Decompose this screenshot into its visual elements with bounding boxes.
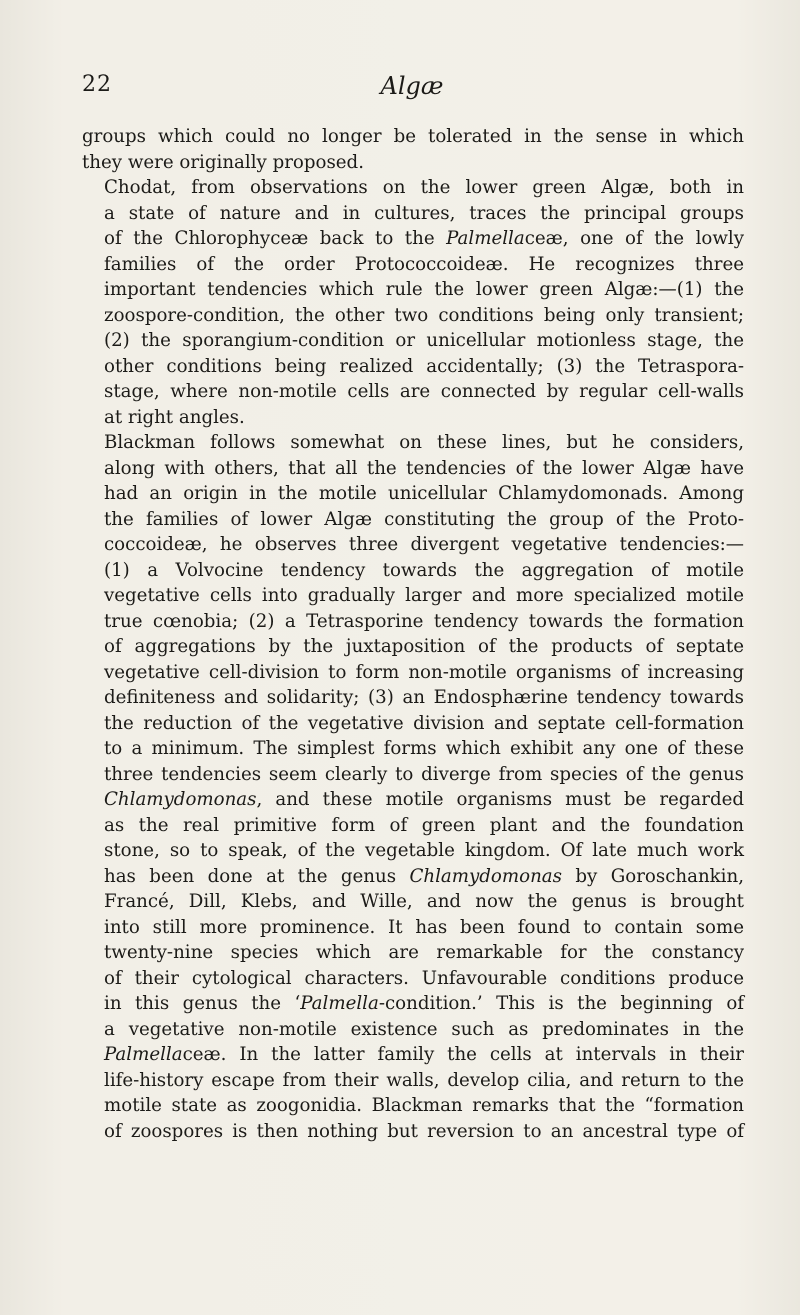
text-line: families of the order Protococcoideæ. He recognizes three <box>104 253 744 275</box>
text-line: along with others, that all the tendencies of the lower Algæ have <box>104 457 744 479</box>
text-line: a state of nature and in cultures, traces the principal groups <box>104 202 744 224</box>
paragraph-1 <box>82 124 744 175</box>
text-line: they were originally proposed. <box>82 151 364 173</box>
text-line: stage, where non-motile cells are connected by regular cell-walls <box>104 381 744 402</box>
text-line: stone, so to speak, of the vegetable kingdom. Of late much work <box>104 840 744 861</box>
text-line: twenty-nine species which are remarkable for the constancy <box>104 942 744 963</box>
text-line: definiteness and solidarity; (3) an Endosphærine tendency towards <box>104 687 744 708</box>
text-line: (1) a Volvocine tendency towards the aggregation of motile <box>104 559 744 581</box>
text-line: Chlamydomonas, and these motile organisms must be regarded <box>104 789 744 810</box>
text-line: at right angles. <box>104 406 245 428</box>
text-line: Chodat, from observations on the lower green Algæ, both in <box>104 177 744 198</box>
text-line: (2) the sporangium-condition or unicellular motionless stage, the <box>104 330 744 351</box>
text-line: to a minimum. The simplest forms which exhibit any one of these <box>104 738 744 759</box>
paragraph-3 <box>82 430 744 1144</box>
body-text <box>82 124 744 1144</box>
text-line: coccoideæ, he observes three divergent vegetative tendencies:— <box>104 534 744 555</box>
text-line: vegetative cells into gradually larger and more specialized motile <box>104 585 744 606</box>
text-line: Blackman follows somewhat on these lines, but he considers, <box>104 432 744 453</box>
text-line: the families of lower Algæ constituting the group of the Proto- <box>104 508 744 530</box>
running-title: Algæ <box>380 72 444 100</box>
text-line: Palmellaceæ. In the latter family the cells at intervals in their <box>104 1044 744 1065</box>
text-line: three tendencies seem clearly to diverge from species of the genus <box>104 763 744 785</box>
text-line: of the Chlorophyceæ back to the Palmellaceæ, one of the lowly <box>104 228 745 249</box>
text-line: zoospore-condition, the other two conditions being only transient; <box>104 304 744 326</box>
text-line: important tendencies which rule the lower green Algæ:—(1) the <box>104 279 744 300</box>
text-line: of their cytological characters. Unfavourable conditions produce <box>104 967 744 989</box>
paragraph-2 <box>82 175 744 430</box>
page-number: 22 <box>82 72 112 97</box>
text-line: other conditions being realized accidentally; (3) the Tetraspora- <box>104 355 744 377</box>
text-line: of aggregations by the juxtaposition of the products of septate <box>104 636 744 657</box>
text-line: groups which could no longer be tolerated in the sense in which <box>82 126 744 147</box>
text-line: a vegetative non-motile existence such as predominates in the <box>104 1018 744 1040</box>
text-line: of zoospores is then nothing but reversion to an ancestral type of <box>104 1120 744 1142</box>
text-line: into still more prominence. It has been found to contain some <box>104 916 744 938</box>
text-line: in this genus the ‘Palmella-condition.’ This is the beginning of <box>104 993 745 1014</box>
text-line: had an origin in the motile unicellular Chlamydomonads. Among <box>104 483 744 504</box>
page-header <box>82 72 742 104</box>
text-line: vegetative cell-division to form non-motile organisms of increasing <box>104 661 744 683</box>
text-line: motile state as zoogonidia. Blackman remarks that the “formation <box>104 1095 744 1116</box>
text-line: has been done at the genus Chlamydomonas by Goroschankin, <box>104 865 744 887</box>
text-line: true cœnobia; (2) a Tetrasporine tendency towards the formation <box>104 610 744 632</box>
text-line: life-history escape from their walls, develop cilia, and return to the <box>104 1069 744 1091</box>
text-line: as the real primitive form of green plant and the foundation <box>104 814 744 836</box>
text-line: Francé, Dill, Klebs, and Wille, and now the genus is brought <box>104 891 744 912</box>
text-line: the reduction of the vegetative division and septate cell-formation <box>104 712 744 734</box>
